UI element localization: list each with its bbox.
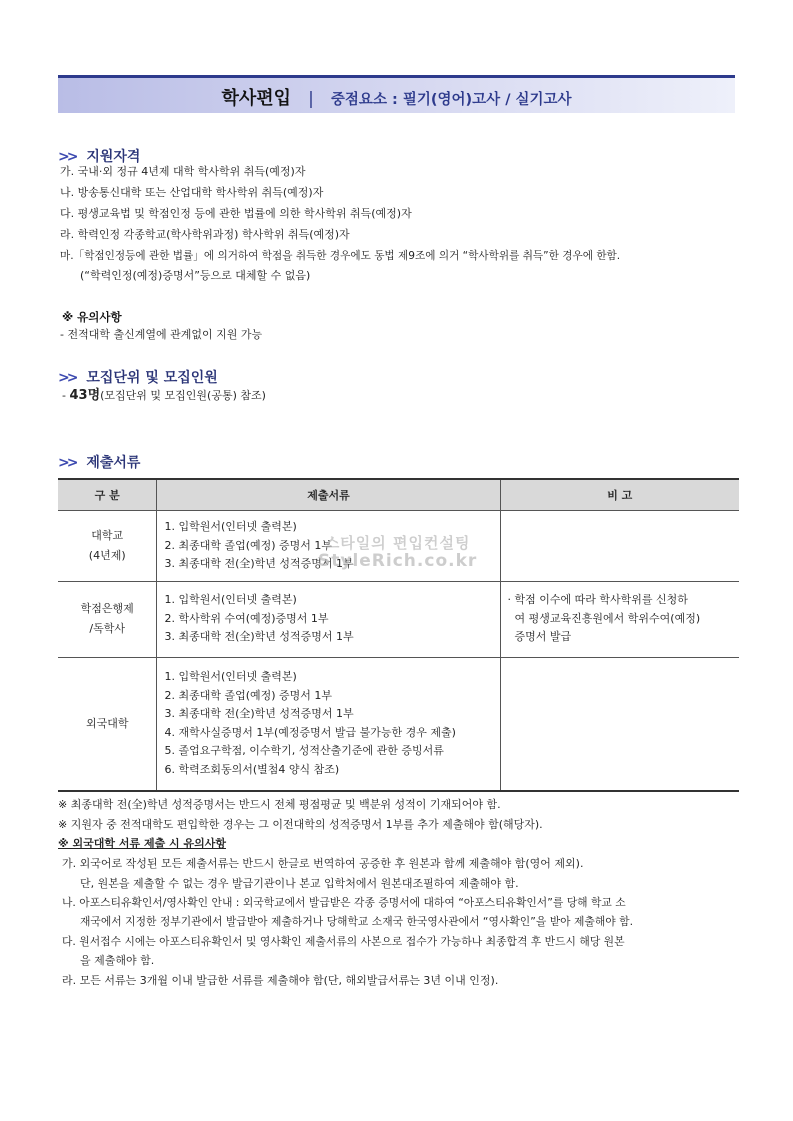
list-item: 3. 최종대학 전(全)학년 성적증명서 1부 <box>164 707 354 721</box>
list-item: 2. 학사학위 수여(예정)증명서 1부 <box>164 611 329 625</box>
page-title: 학사편입 <box>221 88 291 109</box>
row-category: 외국대학 <box>58 657 157 791</box>
list-item: 4. 재학사실증명서 1부(예정증명서 발급 불가능한 경우 제출) <box>164 725 456 739</box>
row-remark <box>500 581 739 657</box>
list-item: 3. 최종대학 전(全)학년 성적증명서 1부 <box>164 557 354 570</box>
recruitment-count-note: (모집단위 및 모집인원(공통) 참조) <box>100 389 266 402</box>
list-item: 1. 입학원서(인터넷 출력본) <box>164 520 297 533</box>
list-item: 5. 졸업요구학점, 이수학기, 성적산출기준에 관한 증빙서류 <box>164 744 444 758</box>
foreign-note-continuation: 을 제출해야 함. <box>80 954 155 967</box>
list-item: 2. 최종대학 졸업(예정) 증명서 1부 <box>164 538 333 552</box>
foreign-note: 다. 원서접수 시에는 아포스티유확인서 및 영사확인 제출서류의 사본으로 접수가 가능하나 최종합격 후 반드시 해당 원본 <box>62 935 625 948</box>
title-banner <box>58 75 735 113</box>
recruitment-count: 43명 <box>69 388 101 403</box>
row-documents <box>157 581 500 657</box>
qualification-item: 가. 국내·외 정규 4년제 대학 학사학위 취득(예정)자 <box>60 165 306 178</box>
row-category: 대학교 (4년제) <box>58 511 157 582</box>
qualification-item: 나. 방송통신대학 또는 산업대학 학사학위 취득(예정)자 <box>60 186 324 199</box>
foreign-note-continuation: 단, 원본을 제출할 수 없는 경우 발급기관이나 본교 입학처에서 원본대조필하여 제출해야 함. <box>80 877 519 890</box>
double-chevron-right-icon: >> <box>58 149 76 165</box>
row-category: 학점은행제 /독학사 <box>58 581 157 657</box>
list-item: 3. 최종대학 전(全)학년 성적증명서 1부 <box>164 630 354 644</box>
remark-line: 증명서 발급 <box>514 630 572 644</box>
table-row <box>58 657 739 791</box>
list-item: 6. 학력조회동의서(별첨4 양식 참조) <box>164 762 340 776</box>
list-item: 1. 입학원서(인터넷 출력본) <box>164 670 297 684</box>
header-documents: 제출서류 <box>157 479 500 511</box>
foreign-note: 라. 모든 서류는 3개월 이내 발급한 서류를 제출해야 함(단, 해외발급서류는 3년 이내 인정). <box>62 974 499 987</box>
row-documents <box>157 657 500 791</box>
double-chevron-right-icon: >> <box>58 370 76 386</box>
row-remark <box>500 657 739 791</box>
table-header-row <box>58 479 739 511</box>
foreign-note: 가. 외국어로 작성된 모든 제출서류는 반드시 한글로 번역하여 공증한 후 원본과 함께 제출해야 함(영어 제외). <box>62 857 584 870</box>
qualification-item: 라. 학력인정 각종학교(학사학위과정) 학사학위 취득(예정)자 <box>60 228 350 241</box>
double-chevron-right-icon: >> <box>58 455 76 471</box>
watermark: 스타일의 편입컨설팅 StyleRich.co.kr <box>318 534 478 571</box>
table-row <box>58 511 739 582</box>
recruitment-count-line: - 43명(모집단위 및 모집인원(공통) 참조) <box>62 388 266 403</box>
note-line: ※ 지원자 중 전적대학도 편입학한 경우는 그 이전대학의 성적증명서 1부를 추가 제출해야 함(해당자). <box>58 818 543 831</box>
foreign-note: 나. 아포스티유확인서/영사확인 안내 : 외국학교에서 발급받은 각종 증명서에 대하여 “아포스티유확인서”를 당해 학교 소 <box>62 896 626 909</box>
documents-table <box>58 478 739 792</box>
note-text: - 전적대학 출신계열에 관계없이 지원 가능 <box>60 328 263 341</box>
table-row <box>58 581 739 657</box>
row-remark <box>500 511 739 582</box>
title-separator: | <box>308 89 314 109</box>
remark-line: · 학점 이수에 따라 학사학위를 신청하 <box>507 593 688 607</box>
qualification-item-continuation: (“학력인정(예정)증명서”등으로 대체할 수 없음) <box>80 269 311 282</box>
section-heading-recruitment: >> 모집단위 및 모집인원 <box>58 370 218 386</box>
header-category: 구 분 <box>58 479 157 511</box>
note-line: ※ 최종대학 전(全)학년 성적증명서는 반드시 전체 평점평균 및 백분위 성적이 기재되어야 함. <box>58 798 501 811</box>
row-documents <box>157 511 500 582</box>
qualification-item: 다. 평생교육법 및 학점인정 등에 관한 법률에 의한 학사학위 취득(예정)자 <box>60 207 412 220</box>
qualification-item: 마.「학점인정등에 관한 법률」에 의거하여 학점을 취득한 경우에도 동법 제9조에 의거 “학사학위를 취득”한 경우에 한함. <box>60 250 621 262</box>
page-subtitle: 중점요소 : 필기(영어)고사 / 실기고사 <box>330 92 572 108</box>
section-heading-qualifications: >> 지원자격 <box>58 149 141 165</box>
list-item: 1. 입학원서(인터넷 출력본) <box>164 593 297 607</box>
section-heading-documents: >> 제출서류 <box>58 455 141 471</box>
remark-line: 여 평생교육진흥원에서 학위수여(예정) <box>514 611 701 625</box>
list-item: 2. 최종대학 졸업(예정) 증명서 1부 <box>164 688 333 702</box>
foreign-notes-heading: ※ 외국대학 서류 제출 시 유의사항 <box>58 837 226 850</box>
foreign-note-continuation: 재국에서 지정한 정부기관에서 발급받아 제출하거나 당해학교 소재국 한국영사관에서 “영사확인”을 받아 제출해야 함. <box>80 915 633 928</box>
header-remarks: 비 고 <box>500 479 739 511</box>
note-heading: ※ 유의사항 <box>62 310 122 324</box>
